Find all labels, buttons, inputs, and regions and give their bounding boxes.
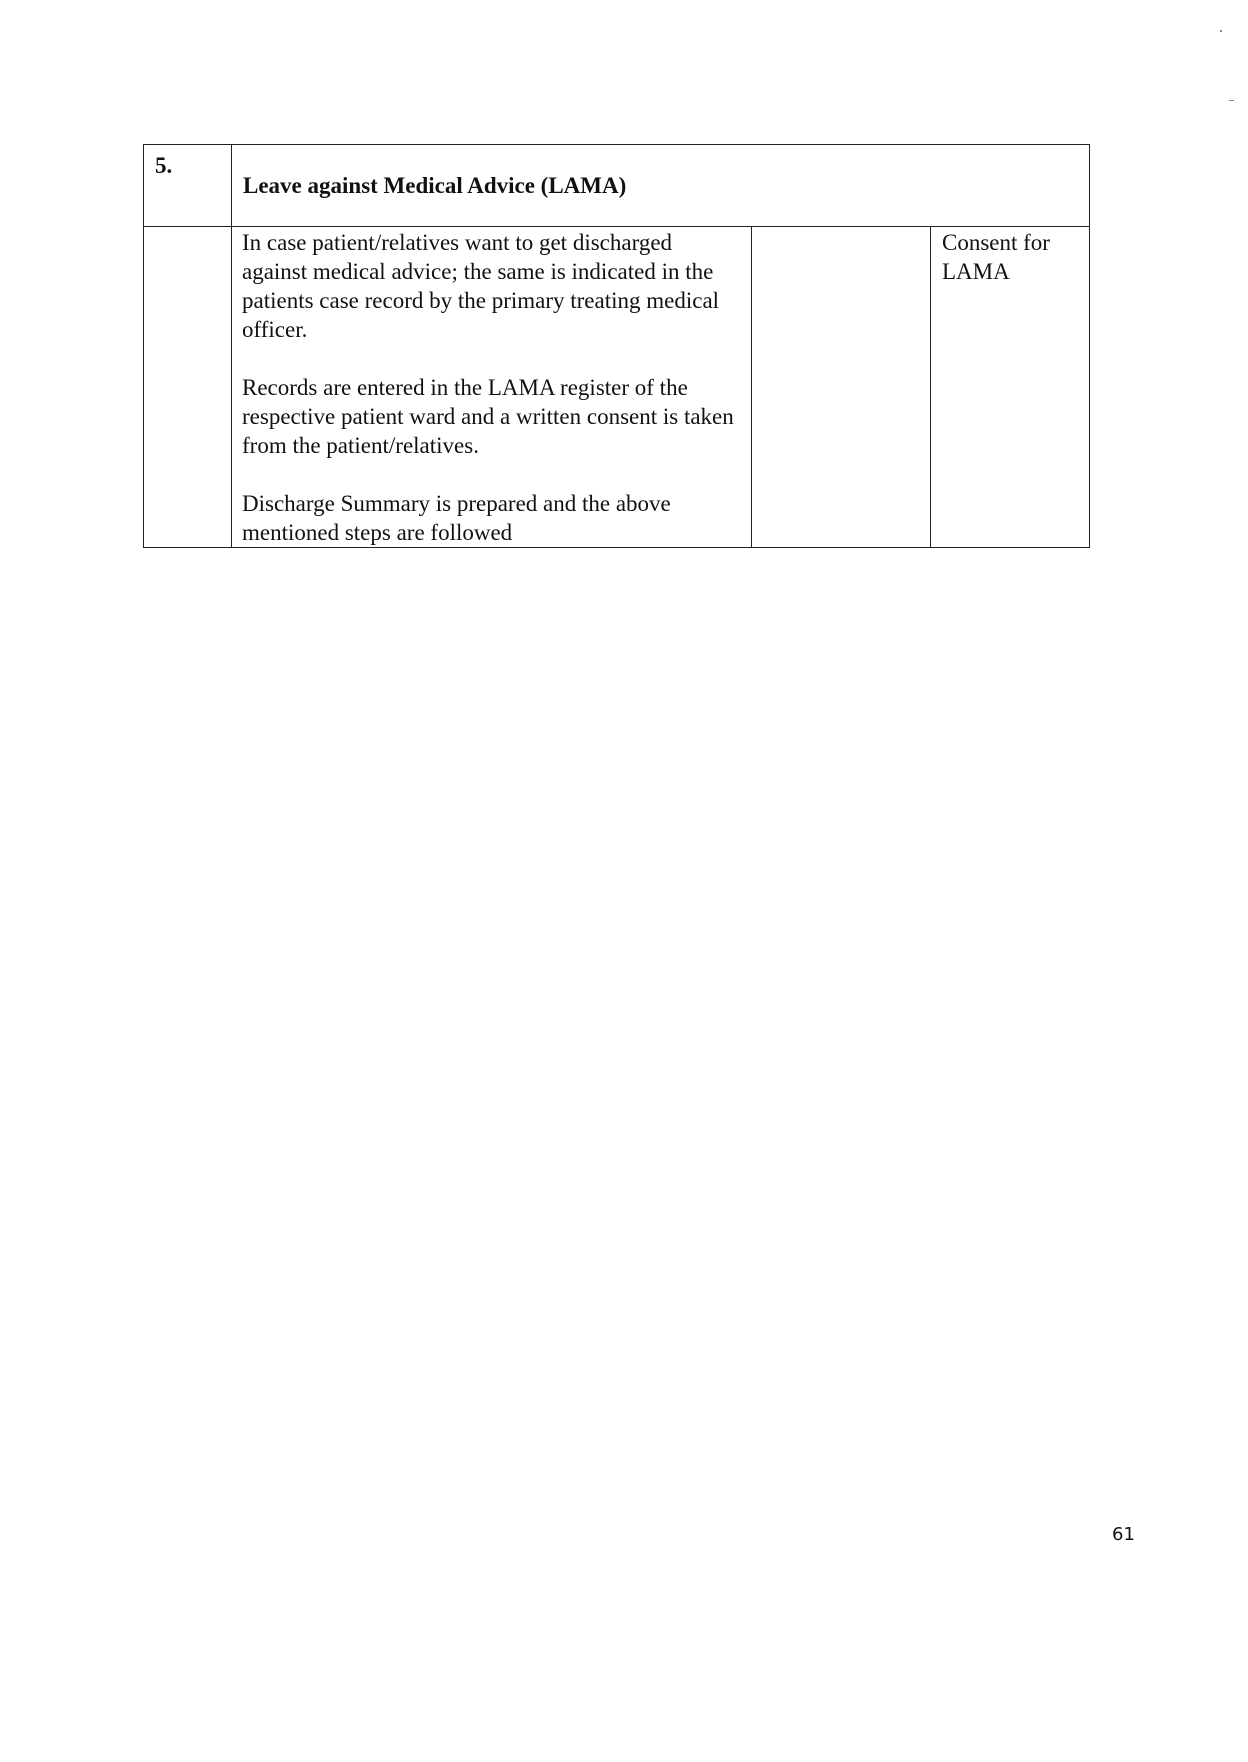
empty-number-cell: [144, 227, 232, 548]
description-paragraph: In case patient/relatives want to get discharged against medical advice; the same is indicated in the patients case record by the primary treating medical officer.: [242, 230, 720, 342]
section-body-row: [144, 227, 1090, 548]
page-number: 61: [1112, 1524, 1135, 1545]
procedure-table: [143, 144, 1090, 548]
procedure-description: [232, 227, 752, 548]
scan-speck: [1220, 30, 1222, 32]
description-paragraph: Discharge Summary is prepared and the above mentioned steps are followed: [242, 491, 671, 545]
section-title: Leave against Medical Advice (LAMA): [232, 145, 1090, 227]
section-header-row: [144, 145, 1090, 227]
scan-speck: [1229, 100, 1234, 101]
record-cell: Consent for LAMA: [931, 227, 1090, 548]
description-paragraph: Records are entered in the LAMA register of the respective patient ward and a written consent is taken from the patient/relatives.: [242, 375, 734, 458]
responsibility-cell: [752, 227, 931, 548]
section-number: 5.: [144, 145, 232, 227]
